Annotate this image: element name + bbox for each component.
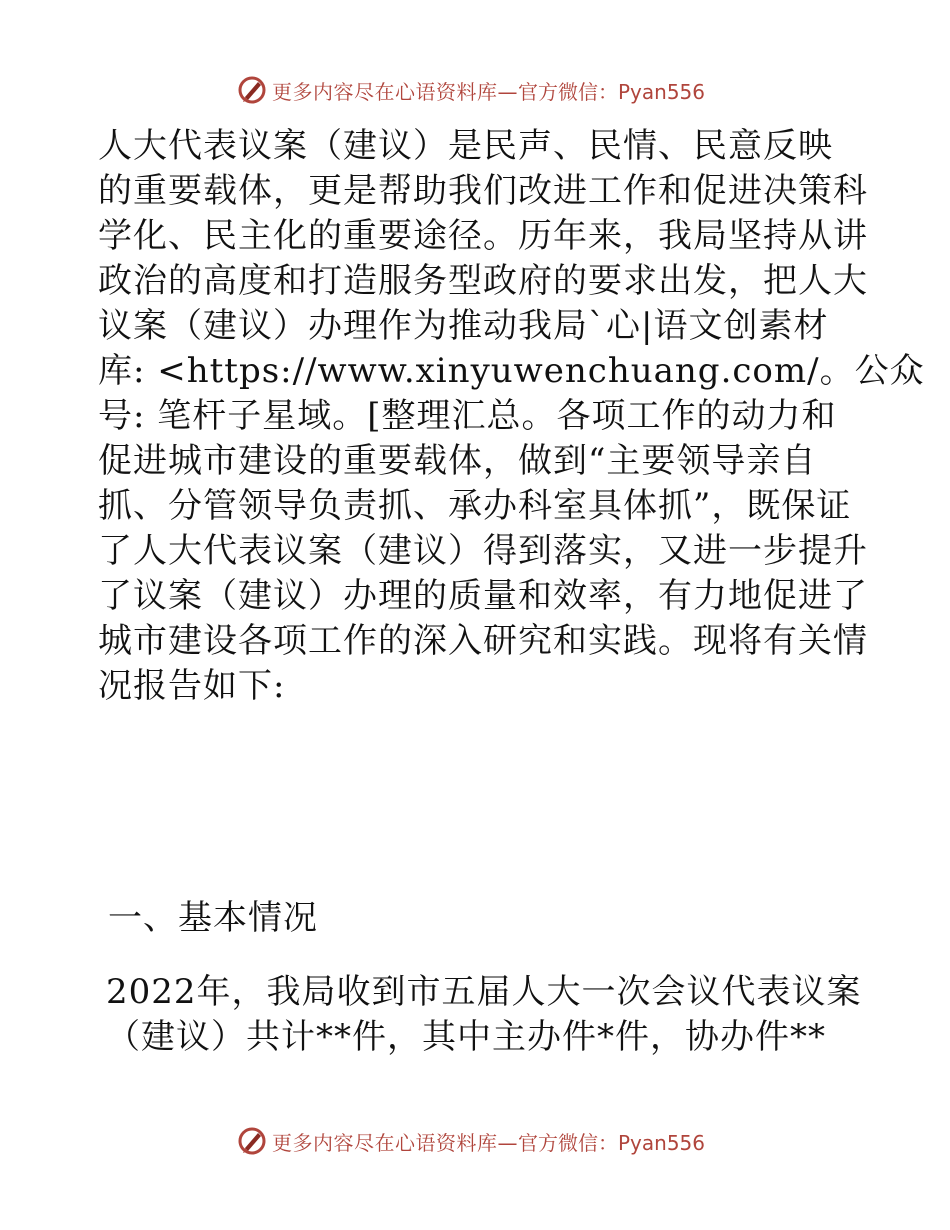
text-line: 了人大代表议案（建议）得到落实，又进一步提升 <box>98 531 868 571</box>
text-line: 的重要载体，更是帮助我们改进工作和促进决策科 <box>98 171 868 211</box>
footer-watermark-banner <box>236 1124 705 1158</box>
pen-logo-icon <box>236 74 268 106</box>
text-line: 政治的高度和打造服务型政府的要求出发，把人大 <box>98 261 868 301</box>
text-line: 人大代表议案（建议）是民声、民情、民意反映 <box>98 126 833 166</box>
header-watermark-banner <box>236 73 705 107</box>
text-line: 号: 笔杆子星域。[整理汇总。各项工作的动力和 <box>98 396 837 436</box>
paragraph-basic-situation <box>106 970 862 1060</box>
text-line: 议案（建议）办理作为推动我局`心|语文创素材 <box>98 306 829 346</box>
header-banner-text: 更多内容尽在心语资料库— <box>272 79 518 104</box>
footer-banner-wechat: 官方微信：Pyan556 <box>518 1130 706 1155</box>
text-line: 2022年，我局收到市五届人大一次会议代表议案 <box>106 972 862 1012</box>
pen-logo-icon <box>236 1125 268 1157</box>
text-line: 了议案（建议）办理的质量和效率，有力地促进了 <box>98 576 868 616</box>
text-line: （建议）共计**件，其中主办件*件，协办件** <box>106 1017 826 1057</box>
heading-text: 一、基本情况 <box>108 898 318 938</box>
section-heading <box>108 896 864 941</box>
header-banner-wechat: 官方微信：Pyan556 <box>518 79 706 104</box>
text-line: 学化、民主化的重要途径。历年来，我局坚持从讲 <box>98 216 868 256</box>
text-line: 抓、分管领导负责抓、承办科室具体抓”，既保证 <box>98 486 852 526</box>
text-line: 促进城市建设的重要载体，做到“主要领导亲自 <box>98 441 817 481</box>
text-line: 况报告如下: <box>98 666 286 706</box>
footer-banner-text: 更多内容尽在心语资料库— <box>272 1130 518 1155</box>
text-line: 城市建设各项工作的深入研究和实践。现将有关情 <box>98 621 868 661</box>
text-line: 库: <https://www.xinyuwenchuang.com/。公众 <box>98 351 925 391</box>
paragraph-intro <box>98 124 925 709</box>
